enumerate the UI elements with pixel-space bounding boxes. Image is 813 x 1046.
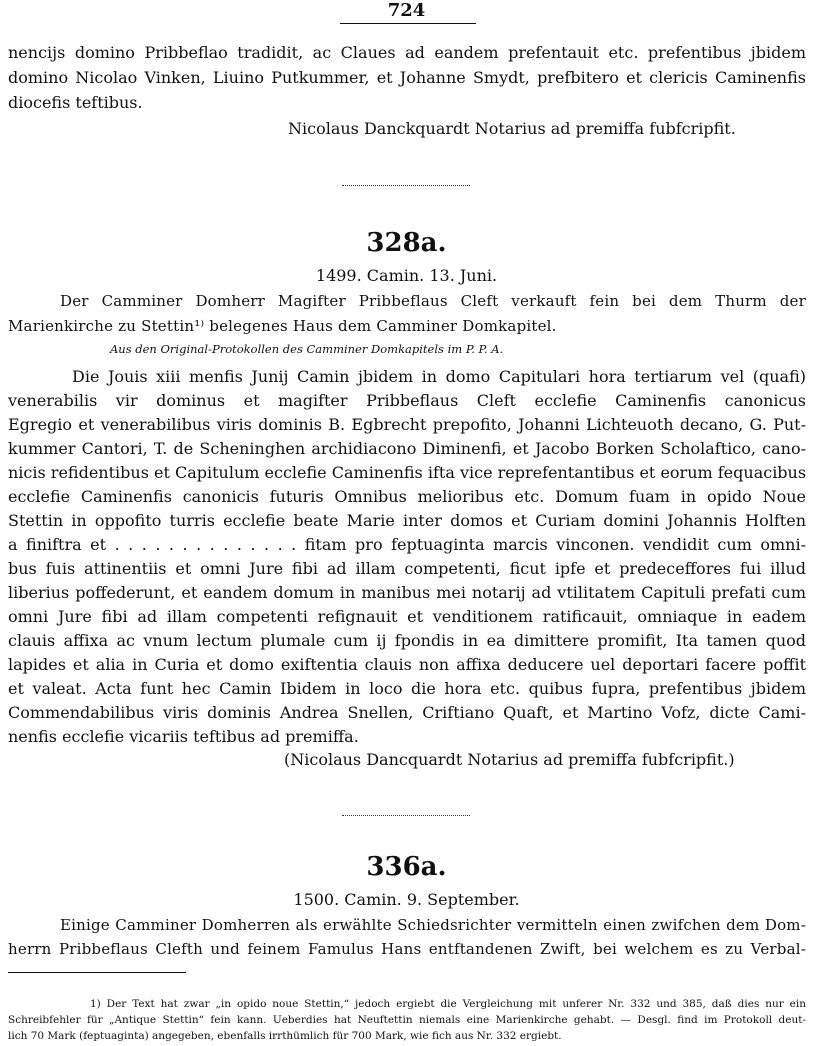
footnote-line: Schreibfehler für „Antique Stettin“ fein kann. Ueberdies hat Neuftettin niemals eine Marienkirche gehabt. — Desgl. find im Protokoll deut-: [8, 1014, 806, 1026]
body-line: Stettin in oppofito turris ecclefie beate Marie inter domos et Curiam domini Johannis Holften: [8, 511, 806, 530]
body-line: Commendabilibus viris dominis Andrea Snellen, Criftiano Quaft, et Martino Vofz, dicte Cami-: [8, 703, 806, 722]
body-line: Die Jouis xiii menfis Junij Camin jbidem in domo Capitulari hora tertiarum vel (quafi): [72, 367, 806, 386]
body-line: lapides et alia in Curia et domo exiftentia clauis non affixa deducere uel deportari facere poffit: [8, 655, 806, 674]
summary-line: Der Camminer Domherr Magifter Pribbeflaus Cleft verkauft fein bei dem Thurm der: [60, 292, 806, 310]
body-line: liberius poffederunt, et eandem domum in manibus mei notarij ad vtilitatem Capituli prefati cum: [8, 583, 806, 602]
body-line: et valeat. Acta funt hec Camin Ibidem in loco die hora etc. quibus fupra, prefentibus jbidem: [8, 679, 806, 698]
body-line: ecclefie Caminenfis canonicis futuris Omnibus melioribus etc. Domum fuam in opido Noue: [8, 487, 806, 506]
document-number: 328a.: [366, 228, 447, 258]
body-line: clauis affixa ac vnum lectum plumale cum ij fpondis in ea dimittere promifit, Ita tamen quod: [8, 631, 806, 650]
body-line: a finiftra et . . . . . . . . . . . . . . fitam pro feptuaginta marcis vinconen. vendidit cum omni-: [8, 535, 806, 554]
footnote-line: lich 70 Mark (feptuaginta) angegeben, ebenfalls irrthümlich für 700 Mark, wie fich aus Nr. 332 ergiebt.: [8, 1030, 562, 1042]
summary-line: Marienkirche zu Stettin¹⁾ belegenes Haus dem Camminer Domkapitel.: [8, 317, 557, 335]
footnote-line: 1) Der Text hat zwar „in opido noue Stettin,“ jedoch ergiebt die Vergleichung mit unferer Nr. 332 und 385, daß dies nur ein: [90, 998, 806, 1010]
notary-signature: Nicolaus Danckquardt Notarius ad premiffa fubfcripfit.: [288, 119, 736, 138]
notary-signature: (Nicolaus Dancquardt Notarius ad premiffa fubfcripfit.): [284, 750, 735, 769]
source-note: Aus den Original-Protokollen des Camminer Domkapitels im P. P. A.: [110, 342, 504, 356]
footnote-rule: [8, 972, 186, 973]
body-line: nicis refidentibus et Capitulum ecclefie Caminenfis ifta vice reprefentantibus et eorum fequacibus: [8, 463, 806, 482]
body-line: nenfis ecclefie vicariis teftibus ad premiffa.: [8, 727, 359, 746]
text-line: diocefis teftibus.: [8, 93, 143, 112]
text-line: domino Nicolao Vinken, Liuino Putkummer, et Johanne Smydt, prefbitero et clericis Caminenfis: [8, 68, 806, 87]
header-rule: [340, 23, 476, 24]
body-line: venerabilis vir dominus et magifter Pribbeflaus Cleft ecclefie Caminenfis canonicus: [8, 391, 806, 410]
summary-line: Einige Camminer Domherren als erwählte Schiedsrichter vermitteln einen zwifchen dem Dom-: [60, 916, 806, 934]
document-number: 336a.: [366, 852, 447, 882]
section-separator: [342, 185, 470, 186]
document-dateline: 1499. Camin. 13. Juni.: [315, 266, 498, 285]
document-dateline: 1500. Camin. 9. September.: [293, 890, 520, 909]
section-separator: [342, 815, 470, 816]
body-line: omni Jure fibi ad illam competenti refignauit et venditionem ratificauit, omniaque in eadem: [8, 607, 806, 626]
text-line: nencijs domino Pribbeflao tradidit, ac Claues ad eandem prefentauit etc. prefentibus jbidem: [8, 43, 806, 62]
body-line: bus fuis attinentiis et omni Jure fibi ad illam competenti, ficut ipfe et predeceffores fui illud: [8, 559, 806, 578]
summary-line: herrn Pribbeflaus Clefth und feinem Famulus Hans entftandenen Zwift, bei welchem es zu Verbal-: [8, 940, 806, 958]
body-line: kummer Cantori, T. de Scheninghen archidiacono Diminenfi, et Jacobo Borken Scholaftico, cano-: [8, 439, 806, 458]
body-line: Egregio et venerabilibus viris dominis B. Egbrecht prepofito, Johanni Lichteuoth decano, G. Put-: [8, 415, 806, 434]
page-number: 724: [387, 0, 426, 21]
